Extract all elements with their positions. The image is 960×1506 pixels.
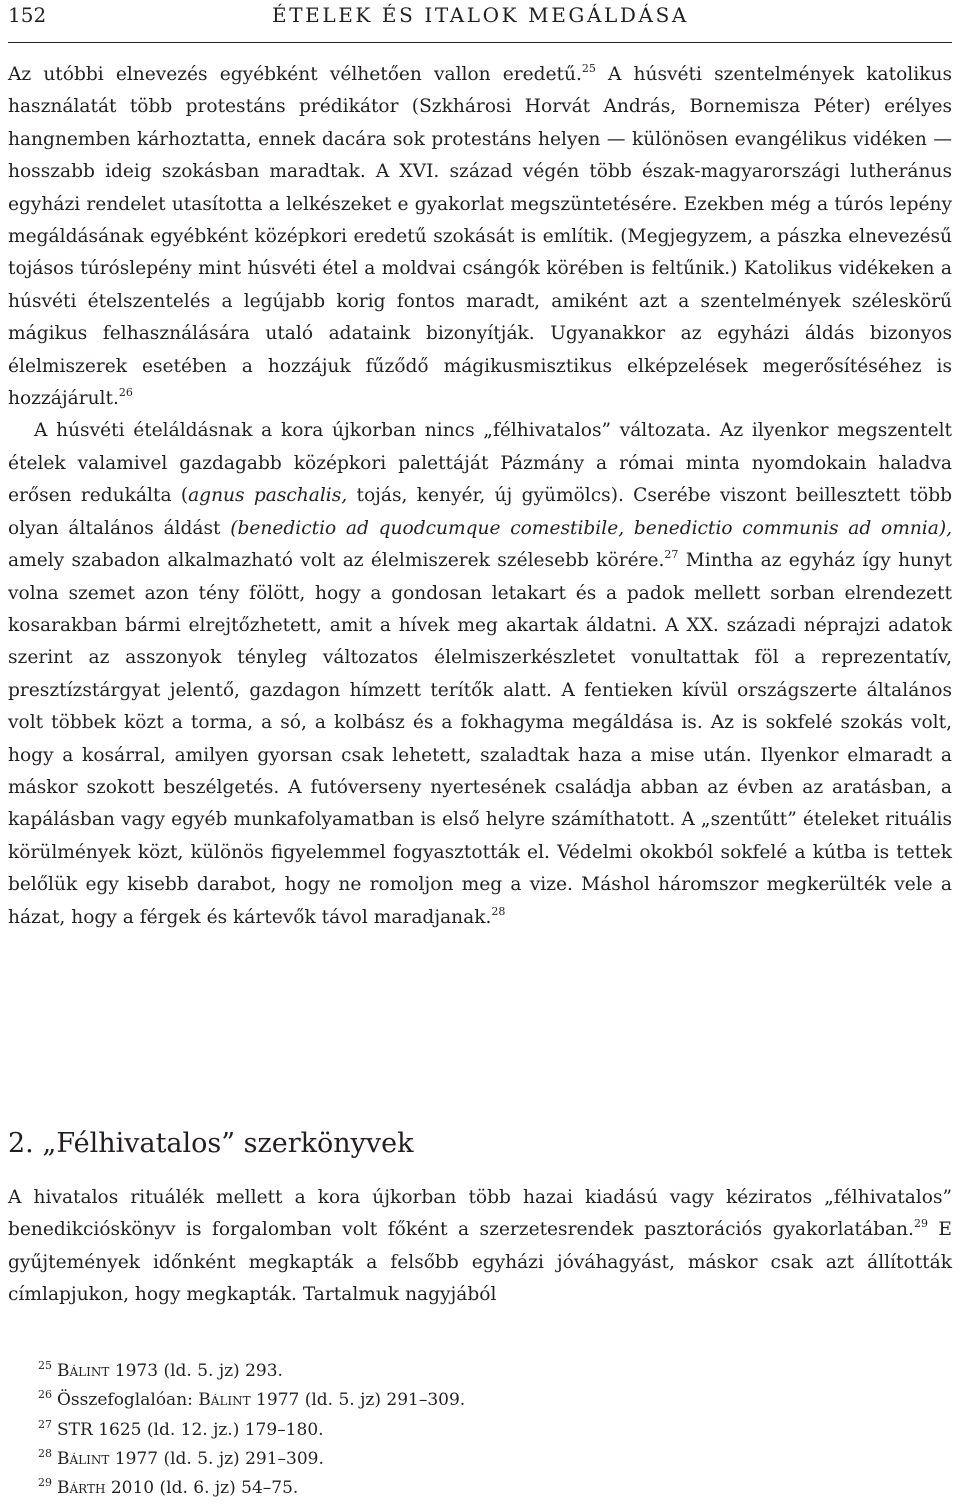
paragraph-1-text-b: A húsvéti szentelmények katolikus használatát több protestáns prédikátor (Szkhárosi Horvát András, Bornemisza Péter) erélyes hangnemben kárhoztatta, ennek dacára sok protestáns helyen — különösen evangélikus vidéken — hosszabb ideig szokásban maradtak. A XVI. század végén több észak-magyarországi lutheránus egyházi rendelet utasította a lelkészeket e gyakorlat megszüntetésére. Ezekben még a túrós lepény megáldásának egyébként középkori eredetű szokását is említik. (Megjegyzem, a pászka elnevezésű tojásos túróslepény mint húsvéti étel a moldvai csángók körében is feltűnik.) Katolikus vidékeken a húsvéti ételszentelés a legújabb korig fontos maradt, amiként azt a szentelmények széleskörű mágikus felhasználására utaló adataink bizonyítják. Ugyanakkor az egyházi áldás bizonyos élelmiszerek esetében a hozzájuk fűződő mágikusmisztikus elképzelések megerősítéséhez is hozzájárult.: [8, 64, 952, 410]
footnote-text: 1977 (ld. 5. jz) 291–309.: [109, 1448, 324, 1469]
paragraph-3: [8, 1182, 952, 1312]
footnote-ref-28[interactable]: 28: [491, 904, 506, 918]
footnote-29: [38, 1474, 938, 1503]
footnote-ref-29[interactable]: 29: [913, 1217, 928, 1231]
footnote-ref-25[interactable]: 25: [581, 62, 596, 75]
footnote-text: 2010 (ld. 6. jz) 54–75.: [105, 1478, 299, 1499]
footnote-text: Összefoglalóan:: [57, 1390, 199, 1411]
footnote-ref-26[interactable]: 26: [118, 386, 133, 400]
section-heading: 2. „Félhivatalos” szerkönyvek: [8, 1128, 414, 1159]
footnote-author: Bálint: [57, 1361, 110, 1381]
footnote-number: 29: [38, 1476, 52, 1490]
footnote-28: [38, 1445, 938, 1474]
paragraph-2-text-a: A húsvéti ételáldásnak a kora újkorban nincs „félhivatalos” változata. Az ilyenkor megszentelt ételek valamivel gazdagabb középkori palettáját Pázmány a római minta nyomdokain haladva erősen redukálta (: [8, 420, 952, 507]
footnote-26: [38, 1386, 938, 1415]
footnote-number: 27: [38, 1417, 52, 1431]
page-number: 152: [8, 3, 47, 27]
paragraph-2-text-c: amely szabadon alkalmazható volt az élelmiszerek szélesebb körére.: [8, 550, 665, 572]
footnote-27: [38, 1416, 938, 1445]
footnote-number: 28: [38, 1446, 52, 1460]
paragraph-3-text-a: A hivatalos rituálék mellett a kora újkorban több hazai kiadású vagy kéziratos „félhivatalos” benedikcióskönyv is forgalomban volt főként a szerzetesrendek pasztorációs gyakorlatában.: [8, 1187, 952, 1241]
footnote-25: [38, 1357, 938, 1386]
paragraph-1: [8, 59, 952, 415]
footnote-author: Bálint: [198, 1390, 251, 1411]
footnotes: [38, 1357, 938, 1503]
paragraph-2-text-d: Mintha az egyház így hunyt volna szemet azon tény fölött, hogy a gondosan letakart és a padok mellett sorban elrendezett kosarakban bármi elrejtőzhetett, amit a hívek meg akartak áldatni. A XX. századi néprajzi adatok szerint az asszonyok tényleg változatos élelmiszerkészletet vonultattak föl a reprezentatív, presztízstárgyat jelentő, gazdagon hímzett terítők alatt. A fentieken kívül országszerte általános volt többek közt a torma, a só, a kolbász és a fokhagyma megáldása is. Az is sokfelé szokás volt, hogy a kosárral, amilyen gyorsan csak lehetett, szaladtak haza a mise után. Ilyenkor elmaradt a máskor szokott beszélgetés. A futóverseny nyertesének családja abban az évben az aratásban, a kapálásban vagy egyéb munkafolyamatban is első helyre számíthatott. A „szentűtt” ételeket rituális körülmények közt, különös figyelemmel fogyasztották el. Védelmi okokból sokfelé a kútba is tettek belőlük egy kisebb darabot, hogy ne romoljon meg a vize. Máshol háromszor megkerülték vele a házat, hogy a férgek és kártevők távol maradjanak.: [8, 550, 952, 928]
paragraph-1-text-a: Az utóbbi elnevezés egyébként vélhetően vallon eredetű.: [8, 64, 582, 85]
paragraph-2-text-b: tojás, kenyér, új gyümölcs). Cserébe viszont beillesztett több olyan általános áldást: [8, 485, 952, 539]
footnote-number: 26: [38, 1388, 52, 1402]
footnote-author: Bárth: [57, 1478, 106, 1499]
footnote-text: 1625 (ld. 12. jz.) 179–180.: [92, 1419, 324, 1440]
paragraph-2-italic-1: agnus paschalis,: [188, 485, 348, 507]
footnote-text-2: 1977 (ld. 5. jz) 291–309.: [250, 1390, 466, 1411]
running-title: ÉTELEK ÉS ITALOK MEGÁLDÁSA: [272, 3, 689, 27]
footnote-author: Bálint: [57, 1448, 110, 1469]
page-header: [8, 0, 952, 40]
main-text-2: [8, 1182, 952, 1312]
footnote-ref-27[interactable]: 27: [664, 548, 679, 562]
header-rule: [8, 42, 952, 43]
footnote-author: STR: [57, 1419, 93, 1440]
footnote-number: 25: [38, 1359, 52, 1372]
footnote-text: 1973 (ld. 5. jz) 293.: [109, 1361, 283, 1381]
paragraph-2: [8, 415, 952, 934]
paragraph-2-italic-2: (benedictio ad quodcumque comestibile, benedictio communis ad omnia),: [230, 517, 952, 539]
main-text: [8, 59, 952, 934]
paragraph-3-text-b: E gyűjtemények időnként megkapták a felsőbb egyházi jóváhagyást, máskor csak azt állították címlapjukon, hogy megkapták. Tartalmuk nagyjából: [8, 1219, 952, 1306]
